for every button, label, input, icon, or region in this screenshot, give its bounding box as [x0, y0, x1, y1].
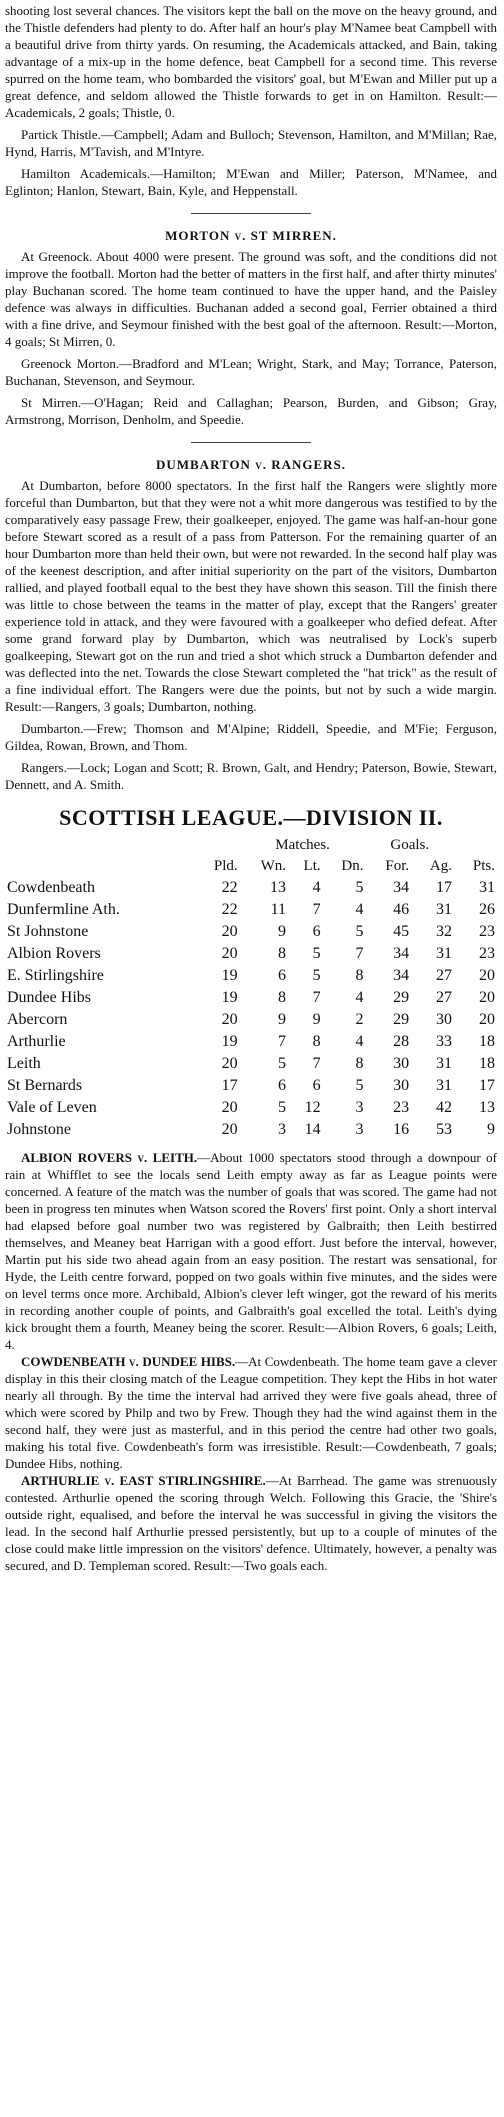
albion-match-report — [5, 1149, 497, 1353]
report-text: —About 1000 spectators stood through a downpour of rain at Whifflet to see the locals send Leith empty away as far as League points were concerned. A feature of the match was the number of goals that was scored. The game had not been in progress ten minutes when Watson scored the Rovers' first point. Only a short interval had elapsed before goal number two was registered by Galbraith; then Leith bestirred themselves, and Meaney beat Harrigan with a good effort. Just before the interval, however, Martin put his side two ahead again from an easy position. The restart was sensational, for Hyde, the Leith centre forward, popped on two goals within five minutes, and the sides were on level terms once more. Archibald, Albion's clever left winger, got the reward of his merits in recording another couple of points, and Galbraith's goal excelled the total. Leith's dying kick brought them a fourth, Meaney being the scorer. Result:—Albion Rovers, 6 goals; Leith, 4. — [5, 1150, 497, 1352]
stat-for: 34 — [393, 967, 410, 984]
stat-dn: 5 — [355, 923, 364, 940]
stat-lt: 5 — [312, 967, 321, 984]
stat-pts: 20 — [479, 1011, 495, 1028]
stat-dn: 3 — [355, 1121, 364, 1138]
stat-pld: 20 — [221, 1121, 238, 1138]
league-table-group-header — [5, 835, 497, 855]
report-paragraph: At Greenock. About 4000 were present. The ground was soft, and the conditions did not improve the football. Morton had the better of matters in the first half, and after thirty minutes' play Buchanan scored. The home team continued to have the upper hand, and the Paisley defence was always in difficulties. Buchanan added a second goal, Ferrier obtained a third with a fine drive, and Seymour finished with the best goal of the afternoon. Result:—Morton, 4 goals; St Mirren, 0. — [5, 249, 497, 349]
stat-dn: 5 — [355, 879, 364, 896]
league-table-row — [5, 943, 497, 965]
stat-pts: 31 — [479, 879, 495, 896]
team-name: Arthurlie — [7, 1033, 66, 1050]
stat-ag: 31 — [436, 901, 453, 918]
match-heading: DUMBARTON v. RANGERS. — [155, 457, 347, 472]
stat-lt: 9 — [312, 1011, 321, 1028]
column-header: Pld. — [213, 857, 238, 874]
group-matches: Matches. — [275, 836, 330, 853]
stat-pts: 26 — [479, 901, 495, 918]
team-name: Dundee Hibs — [7, 989, 91, 1006]
group-goals: Goals. — [390, 836, 430, 853]
stat-ag: 33 — [436, 1033, 453, 1050]
league-table-row — [5, 965, 497, 987]
stat-for: 34 — [393, 945, 410, 962]
league-table-row — [5, 1031, 497, 1053]
stat-for: 23 — [393, 1099, 410, 1116]
report-paragraph — [5, 1472, 497, 1574]
column-header: Ag. — [429, 857, 453, 874]
league-table-row — [5, 1119, 497, 1141]
match-heading: ARTHURLIE v. EAST STIRLINGSHIRE. — [21, 1473, 266, 1488]
league-table-title: SCOTTISH LEAGUE.—DIVISION II. — [59, 805, 443, 830]
stat-pts: 23 — [479, 923, 495, 940]
stat-for: 30 — [393, 1055, 410, 1072]
team-lineup: Rangers.—Lock; Logan and Scott; R. Brown, Galt, and Hendry; Paterson, Bowie, Stewart, Dennett, and A. Smith. — [5, 760, 497, 792]
stat-wn: 6 — [277, 967, 286, 984]
stat-wn: 9 — [277, 1011, 286, 1028]
stat-dn: 7 — [355, 945, 364, 962]
stat-wn: 7 — [277, 1033, 286, 1050]
stat-pts: 18 — [479, 1033, 495, 1050]
stat-ag: 31 — [436, 1055, 453, 1072]
stat-wn: 6 — [277, 1077, 286, 1094]
stat-for: 45 — [393, 923, 410, 940]
team-name: Dunfermline Ath. — [7, 901, 120, 918]
league-table-row — [5, 1075, 497, 1097]
stat-lt: 7 — [312, 989, 321, 1006]
team-name: Albion Rovers — [7, 945, 101, 962]
stat-wn: 5 — [277, 1055, 286, 1072]
report-text: —At Barrhead. The game was strenuously contested. Arthurlie opened the scoring through Welch. Following this Gracie, the 'Shire's outside right, equalised, and before the interval he was successful in giving the visitors the lead. In the second half Arthurlie pressed persistently, but up to a couple of minutes of the close could make little impression on the visitors' defence. Ultimately, however, a penalty was secured, and D. Templeman scored. Result:—Two goals each. — [5, 1473, 497, 1573]
league-table-row — [5, 899, 497, 921]
stat-lt: 5 — [312, 945, 321, 962]
stat-dn: 4 — [355, 1033, 364, 1050]
stat-pts: 17 — [479, 1077, 495, 1094]
stat-pld: 22 — [221, 901, 238, 918]
league-table — [5, 835, 497, 1141]
stat-dn: 2 — [355, 1011, 364, 1028]
column-header: Wn. — [260, 857, 286, 874]
stat-lt: 4 — [312, 879, 321, 896]
stat-pld: 20 — [221, 923, 238, 940]
team-name: Cowdenbeath — [7, 879, 95, 896]
stat-pld: 19 — [221, 967, 238, 984]
team-lineup: Hamilton Academicals.—Hamilton; M'Ewan and Miller; Paterson, M'Namee, and Eglinton; Hanlon, Stewart, Bain, Kyle, and Heppenstall. — [5, 166, 497, 198]
stat-ag: 27 — [436, 967, 453, 984]
stat-pld: 20 — [221, 1011, 238, 1028]
stat-lt: 12 — [304, 1099, 321, 1116]
stat-pld: 22 — [221, 879, 238, 896]
stat-ag: 42 — [436, 1099, 453, 1116]
report-paragraph — [5, 1149, 497, 1353]
league-table-header — [5, 855, 497, 877]
stat-lt: 7 — [312, 901, 321, 918]
league-table-row — [5, 1097, 497, 1119]
stat-for: 16 — [393, 1121, 410, 1138]
league-table-row — [5, 921, 497, 943]
stat-ag: 31 — [436, 945, 453, 962]
match-heading: COWDENBEATH v. DUNDEE HIBS. — [21, 1354, 236, 1369]
dumbarton-match-report — [5, 457, 497, 793]
stat-for: 46 — [393, 901, 410, 918]
league-table-row — [5, 987, 497, 1009]
team-name: Johnstone — [7, 1121, 71, 1138]
stat-ag: 27 — [436, 989, 453, 1006]
stat-dn: 3 — [355, 1099, 364, 1116]
stat-for: 34 — [393, 879, 410, 896]
team-name: Abercorn — [7, 1011, 68, 1028]
team-name: E. Stirlingshire — [7, 967, 104, 984]
league-table-row — [5, 1053, 497, 1075]
column-header: Lt. — [303, 857, 321, 874]
team-lineup: Greenock Morton.—Bradford and M'Lean; Wright, Stark, and May; Torrance, Paterson, Buchanan, Stevenson, and Seymour. — [5, 356, 497, 388]
report-paragraph: shooting lost several chances. The visitors kept the ball on the move on the heavy ground, and the Thistle defenders had plenty to do. After half an hour's play M'Namee beat Campbell with a beautiful drive from thirty yards. On resuming, the Academicals attacked, and Bain, taking advantage of a mix-up in the home defence, beat Campbell for a second time. This reverse spurred on the home team, who bombarded the visitors' goal, but M'Ewan and Miller put up a great defence, and seldom allowed the Thistle forwards to get in on Hamilton. Result:—Academicals, 2 goals; Thistle, 0. — [5, 3, 497, 120]
thistle-match-report — [5, 2, 497, 199]
stat-wn: 8 — [277, 989, 286, 1006]
stat-ag: 30 — [436, 1011, 453, 1028]
stat-ag: 17 — [436, 879, 453, 896]
stat-wn: 8 — [277, 945, 286, 962]
report-paragraph — [5, 1353, 497, 1472]
stat-wn: 5 — [277, 1099, 286, 1116]
stat-dn: 8 — [355, 1055, 364, 1072]
stat-ag: 31 — [436, 1077, 453, 1094]
team-lineup: St Mirren.—O'Hagan; Reid and Callaghan; Pearson, Burden, and Gibson; Gray, Armstrong, Morrison, Denholm, and Speedie. — [5, 395, 497, 427]
stat-pld: 17 — [221, 1077, 238, 1094]
league-table-body — [5, 877, 497, 1141]
column-header: Dn. — [341, 857, 364, 874]
match-heading: ALBION ROVERS v. LEITH. — [21, 1150, 198, 1165]
cowdenbeath-match-report — [5, 1353, 497, 1472]
stat-pld: 20 — [221, 1099, 238, 1116]
stat-wn: 9 — [277, 923, 286, 940]
stat-pts: 20 — [479, 989, 495, 1006]
team-lineup: Dumbarton.—Frew; Thomson and M'Alpine; Riddell, Speedie, and M'Fie; Ferguson, Gildea, Rowan, Brown, and Thom. — [5, 721, 497, 753]
stat-pts: 18 — [479, 1055, 495, 1072]
stat-dn: 5 — [355, 1077, 364, 1094]
stat-lt: 14 — [304, 1121, 321, 1138]
stat-wn: 11 — [270, 901, 286, 918]
stat-pld: 20 — [221, 1055, 238, 1072]
stat-pld: 19 — [221, 989, 238, 1006]
league-table-section — [5, 805, 497, 1141]
stat-pld: 19 — [221, 1033, 238, 1050]
stat-for: 30 — [393, 1077, 410, 1094]
report-paragraph: At Dumbarton, before 8000 spectators. In the first half the Rangers were slightly more forceful than Dumbarton, but that they were not a whit more dangerous was testified to by the comparatively easy passage Frew, their goalkeeper, enjoyed. The game was half-an-hour gone before Stewart scored as a result of a pass from Patterson. For the remaining quarter of an hour Dumbarton more than held their own, but were not rewarded. In the second half play was of the keenest description, and after initial superiority on the part of the visitors, Dumbarton rallied, and played football equal to the best they have shown this season. Till the finish there was little to chose between the teams in the matter of play, except that the Rangers' greater experience told in attack, and they were favoured with a goalkeeper who defied defeat. After some grand forward play by Dumbarton, which was neutralised by Lock's superb goalkeeping, Stewart got on the run and tried a shot which struck a Dumbarton defender and was deflected into the net. Towards the close Stewart completed the "hat trick" as the result of a fine individual effort. The Rangers were due the points, but not by such a wide margin. Result:—Rangers, 3 goals; Dumbarton, nothing. — [5, 478, 497, 714]
morton-match-report — [5, 228, 497, 428]
team-lineup: Partick Thistle.—Campbell; Adam and Bulloch; Stevenson, Hamilton, and M'Millan; Rae, Hynd, Harris, M'Tavish, and M'Intyre. — [5, 127, 497, 159]
stat-pts: 13 — [479, 1099, 495, 1116]
stat-lt: 6 — [312, 923, 321, 940]
stat-pts: 20 — [479, 967, 495, 984]
team-name: Leith — [7, 1055, 41, 1072]
stat-for: 29 — [393, 989, 410, 1006]
league-table-row — [5, 877, 497, 899]
stat-ag: 53 — [436, 1121, 453, 1138]
stat-wn: 13 — [269, 879, 286, 896]
stat-for: 29 — [393, 1011, 410, 1028]
team-name: St Johnstone — [7, 923, 89, 940]
stat-ag: 32 — [436, 923, 453, 940]
report-text: —At Cowdenbeath. The home team gave a clever display in this their closing match of the League competition. They kept the Hibs in hot water nearly all through. By the time the interval had arrived they were five goals ahead, three of which were scored by Philp and two by Frew. Though they had the wind against them in the second half, they were just as masterful, and in this period the centre had other two goals, making his total five. Cowdenbeath's form was irresistible. Result:—Cowdenbeath, 7 goals; Dundee Hibs, nothing. — [5, 1354, 497, 1471]
section-divider — [191, 213, 311, 214]
team-name: St Bernards — [7, 1077, 83, 1094]
section-divider — [191, 442, 311, 443]
league-table-row — [5, 1009, 497, 1031]
stat-dn: 4 — [355, 989, 364, 1006]
team-name: Vale of Leven — [7, 1099, 97, 1116]
stat-lt: 6 — [312, 1077, 321, 1094]
stat-pld: 20 — [221, 945, 238, 962]
stat-dn: 4 — [355, 901, 364, 918]
arthurlie-match-report — [5, 1472, 497, 1574]
match-heading: MORTON v. ST MIRREN. — [165, 228, 337, 243]
stat-pts: 9 — [487, 1121, 495, 1138]
column-header: Pts. — [472, 857, 495, 874]
stat-for: 28 — [393, 1033, 410, 1050]
stat-lt: 7 — [312, 1055, 321, 1072]
stat-dn: 8 — [355, 967, 364, 984]
stat-wn: 3 — [277, 1121, 286, 1138]
column-header: For. — [385, 857, 410, 874]
stat-lt: 8 — [312, 1033, 321, 1050]
stat-pts: 23 — [479, 945, 495, 962]
